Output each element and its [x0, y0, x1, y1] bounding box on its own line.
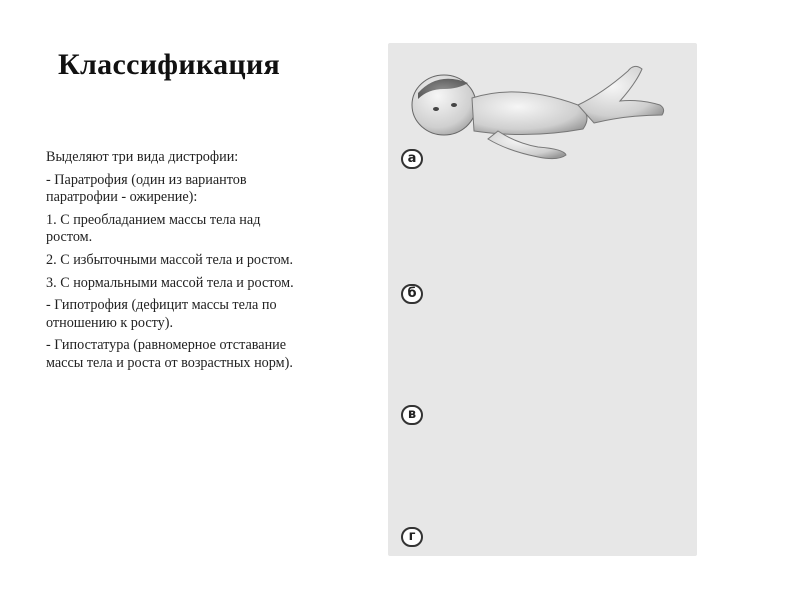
panel-label-a: а	[401, 149, 423, 169]
subtype-3-item: 3. С нормальными массой тела и ростом.	[46, 274, 294, 291]
panel-label-v: в	[401, 405, 423, 425]
infant-illustration	[388, 43, 697, 556]
infant-photo-figure	[388, 43, 697, 556]
panel-label-g: г	[401, 527, 423, 547]
hypotrophy-item: - Гипотрофия (дефицит массы тела по отношению к росту).	[46, 297, 277, 331]
slide-body	[46, 149, 308, 378]
intro-text: Выделяют три вида дистрофии:	[46, 149, 239, 165]
panel-label-b: б	[401, 284, 423, 304]
paratrophy-item: - Паратрофия (один из вариантов паратрофии - ожирение):	[46, 171, 247, 206]
slide-title: Классификация	[58, 48, 281, 81]
hypostature-item: - Гипостатура (равномерное отставание массы тела и роста от возрастных норм).	[46, 337, 293, 371]
subtype-2-item: 2. С избыточными массой тела и ростом.	[46, 251, 294, 268]
infant-a	[412, 66, 664, 158]
subtype-1-item: 1. С преобладанием массы тела над ростом.	[46, 211, 261, 246]
